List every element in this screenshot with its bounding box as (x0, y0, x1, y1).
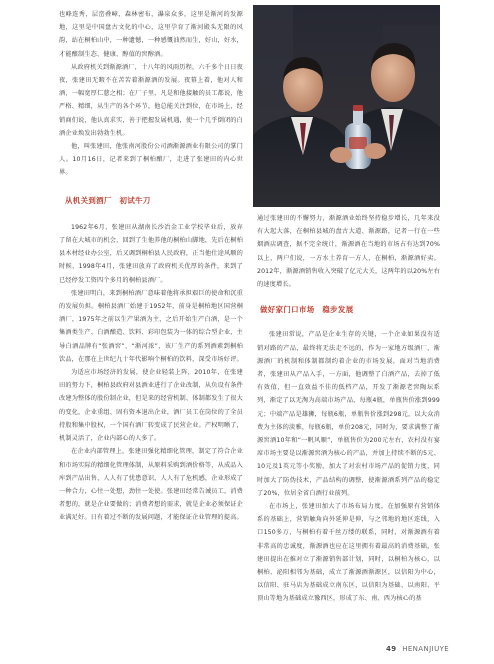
magazine-name: HENANJIUYE (402, 645, 450, 653)
article-photo (253, 5, 440, 207)
paragraph: 为适应市场经济的发展，使企业轻装上阵，2010年，在张建田的努力下，桐柏县政府对县酒业进行了企业改制，从负设有条件改建为整体的股份制企业，但是来的经营机制、体制都发生了很大的变化，企业重组、固有资本退出企业，酒厂员工在岗位的了全员持股和集中股权，一个国有酒厂转变成了民营企业。产权明晰了，机制灵活了，企业内部心的人多了。 (59, 369, 243, 443)
page-number: 49 (386, 645, 397, 653)
left-column (59, 8, 243, 525)
section-heading-2: 做好家门口市场 稳步发展 (260, 305, 354, 315)
right-body-text (257, 328, 440, 605)
left-intro-text (59, 8, 243, 180)
paragraph: 也峰连秀，层峦叠嶂，森林密布，瀑泉众多，这里是渐河的发源地，这里是中国盘古文化的中心，这里孕育了渐河殿头无限的风韵，站在桐柏山中，一种遗憾，一种感慨油然而生，好山，好水，才能酿制生态、健康、醇值的窖醇酒。 (59, 11, 243, 58)
paragraph: 通过张建田的不懈努力，渐源酒业始终坚持稳步增长，几年来没有大起大落，在桐柏县城的盘古大道、渐源路，记者一行在一些烟酒店调查，据不完全统计，渐源酒在当地的市场占有达到70%以上，两户们说，一方水土养育一方人，在桐柏，渐源酒好卖。2012年，渐源酒销售收入突破了亿元大关，这两年的以20%左右的速度增长。 (257, 215, 440, 289)
paragraph: 他，叫张建田，他张南河股份公司酒渐源酒业有限公司的掌门人。10月16日，记者来到了桐柏酿厂，走进了张建田的内心世界。 (59, 143, 243, 177)
page-footer (386, 645, 449, 653)
paragraph: 从政府机关到渐源酒厂，十八年的风雨历程，六千多个日日夜夜，张建田无暇不在苦苦着渐源酒的发展。夜幕上着，他对人和酒，一幅宽厚仁慈之相；在厂子里，凡是和他接触的员工都说，他严格、精细，从生产的各个环节，他总能关注到位，在市场上，经销商们说，他认真求实，善于把握发展机遇，使一个几乎倒闭的白酒企业焕发出勃勃生机。 (59, 63, 243, 137)
left-body-text (59, 221, 243, 525)
section-heading-1: 从机关到酒厂 初试牛刀 (65, 195, 151, 205)
paragraph: 1962年6月，张建田从湖南长沙冶金工业学校毕业后，放弃了留在大城市的机会，回到了生他养他的桐柏山脚地，先后在桐柏县木材经业办公室，后又调到桐柏县人民政府，正当他仕途风顺的时候，1998年4月，张建田放弃了政府机关优厚的条件，来到了已经停发工资四个多月的桐柏县酒厂。 (59, 223, 243, 284)
paragraph: 在企业内部管理上，张建田强化精细化管理，制定了符合企业和市场实际的精细化管理体制，从原料采购到酒价格等，从成品入库到产品出售，人人有了忧患意识，人人有了危机感，企业形成了一种合力，心往一处想，劲往一处使。张建田经常告诫员工，消费者想的，就是企业要做的；消费者想的需求，就是企业必须保证企业满足好。日有着过不断的发展问题，才能保证企业管理的提高。 (59, 448, 243, 522)
paragraph: 张建田明白，来到桐柏酒厂意味着他将承担艰巨的使命和沉重的发展负担。桐柏县酒厂始建于1952年，前身是桐柏地区国营桐酒厂，1975年之前以生产果酒为主，之后开始生产白酒，是一个集酒类生产、白酒酿造、饮料、彩印包装为一体的综合型企业，主导白酒品牌有“张酒窖”、“渐河浓”，该厂生产的系列酒素到桐柏饮品，在那在上世纪九十年代影响个桐柏的饮料，深受市场好评。 (59, 289, 243, 363)
paragraph: 在市场上，张建田加大了市场布局力度，在加强原有营销体系的基础上，营销触角向外延伸是伸，与之邻地的地区连线，入口150多万，与桐柏有着千丝万缕的联系，同时，对渐源酒有着非常高的忠诚度，渐源酒也应在这里拥有着最高的消费基础，张建田提出在推对立了渐源销售部计划，同时，以桐柏为核心，以桐柏、泌阳相邻为基础，成立了渐源酒渐源区，以信阳为中心，以信阳、驻马店为基础成立南东区，以信阳为基础、以南阳、平顶山等地为基础成立豫西区，形成了东、南、西为核心的基 (257, 503, 440, 603)
paragraph: 张建田常说，产品是企业生存的关键，一个企业如果没有适销对路的产品，最终将无法走不远的，作为一家地方级酒厂，渐源酒厂的机制和体制都制约着企业的市场发展，面对当地消费者，张建田从产品入手，一方面，他调整了白酒产品，去掉了低有效值，但一直效益不佳的低档产品，开发了渐源老窖陶坛系列，渐定了以无淘为高端市场产品，每瓶4瓶，单瓶售价涨到999元；中端产品是雄狮，每瓶6瓶，单瓶售价涨到298元，以大众消费为主体的淡雅，每瓶6瓶，单价208元，同时为，要求满整了渐源窖酒10年和“一帆风顺”，单瓶售价为200元左右，农村没有宴席市场主要是以渐源窖酒为核心的产品，并加上持续不断的5元、10元及1英元等小奖励，加大了对农村市场产品的促销力度，同时加大了防伪技术，产品结构的调整，使渐源酒系列产品的稳定了20%，位居全省白酒行业前列。 (257, 331, 440, 497)
photo-illustration (253, 5, 440, 207)
right-column (257, 212, 440, 606)
right-intro-text (257, 212, 440, 291)
